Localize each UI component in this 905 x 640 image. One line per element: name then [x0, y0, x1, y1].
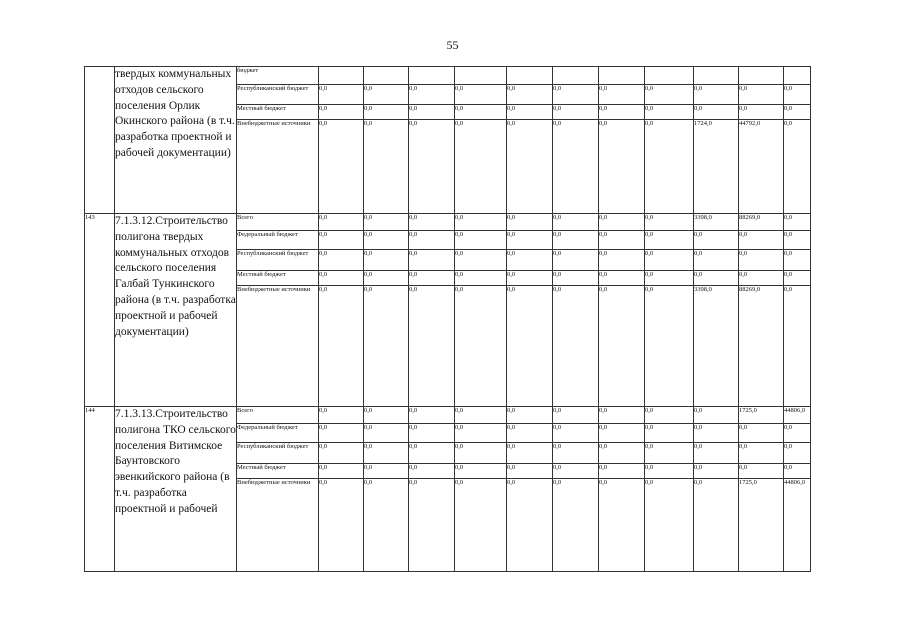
value-cell: 0,0 — [455, 105, 507, 120]
funding-source: Республиканский бюджет — [237, 85, 319, 105]
value-cell: 0,0 — [507, 105, 553, 120]
value-cell: 0,0 — [553, 271, 599, 286]
value-cell: 0,0 — [553, 85, 599, 105]
value-cell: 0,0 — [455, 407, 507, 424]
value-cell: 0,0 — [319, 407, 364, 424]
value-cell: 0,0 — [553, 443, 599, 464]
value-cell: 0,0 — [319, 85, 364, 105]
value-cell: 0,0 — [553, 286, 599, 407]
value-cell: 0,0 — [507, 250, 553, 271]
value-cell: 0,0 — [319, 424, 364, 443]
value-cell: 0,0 — [507, 231, 553, 250]
value-cell: 0,0 — [319, 271, 364, 286]
funding-source: Внебюджетные источники — [237, 120, 319, 214]
value-cell: 0,0 — [784, 271, 811, 286]
value-cell: 0,0 — [319, 464, 364, 479]
value-cell: 0,0 — [645, 443, 694, 464]
value-cell: 0,0 — [455, 424, 507, 443]
value-cell: 0,0 — [645, 271, 694, 286]
value-cell: 0,0 — [507, 85, 553, 105]
value-cell — [784, 67, 811, 85]
value-cell: 0,0 — [319, 443, 364, 464]
value-cell: 0,0 — [455, 214, 507, 231]
value-cell: 0,0 — [645, 286, 694, 407]
value-cell: 0,0 — [364, 424, 409, 443]
value-cell: 0,0 — [364, 214, 409, 231]
value-cell — [599, 67, 645, 85]
funding-source: Внебюджетные источники — [237, 286, 319, 407]
record-number: 144 — [85, 407, 115, 572]
value-cell: 1725,0 — [739, 407, 784, 424]
value-cell: 0,0 — [645, 464, 694, 479]
value-cell: 0,0 — [739, 231, 784, 250]
value-cell: 0,0 — [409, 286, 455, 407]
value-cell: 1724,0 — [694, 120, 739, 214]
value-cell: 44806,0 — [784, 407, 811, 424]
value-cell: 0,0 — [645, 85, 694, 105]
value-cell: 0,0 — [364, 250, 409, 271]
value-cell: 0,0 — [599, 424, 645, 443]
value-cell: 0,0 — [739, 424, 784, 443]
value-cell: 3398,0 — [694, 214, 739, 231]
value-cell: 0,0 — [507, 286, 553, 407]
value-cell: 0,0 — [645, 424, 694, 443]
value-cell: 0,0 — [409, 214, 455, 231]
value-cell: 88269,0 — [739, 286, 784, 407]
value-cell: 0,0 — [694, 424, 739, 443]
value-cell: 0,0 — [553, 424, 599, 443]
record-number — [85, 67, 115, 214]
funding-source: Всего — [237, 407, 319, 424]
value-cell: 0,0 — [455, 250, 507, 271]
funding-source: Республиканский бюджет — [237, 250, 319, 271]
value-cell: 0,0 — [599, 286, 645, 407]
value-cell: 0,0 — [364, 464, 409, 479]
value-cell: 0,0 — [739, 105, 784, 120]
value-cell: 0,0 — [784, 85, 811, 105]
funding-source: Местный бюджет — [237, 105, 319, 120]
table-body — [85, 67, 811, 572]
value-cell: 88269,0 — [739, 214, 784, 231]
value-cell: 0,0 — [507, 424, 553, 443]
value-cell: 0,0 — [319, 120, 364, 214]
value-cell: 0,0 — [319, 250, 364, 271]
value-cell: 44806,0 — [784, 479, 811, 572]
value-cell: 0,0 — [694, 250, 739, 271]
value-cell: 0,0 — [553, 214, 599, 231]
value-cell: 0,0 — [455, 120, 507, 214]
value-cell: 0,0 — [507, 443, 553, 464]
value-cell: 0,0 — [409, 85, 455, 105]
page-number: 55 — [446, 38, 459, 52]
value-cell: 3398,0 — [694, 286, 739, 407]
record-name: 7.1.3.12.Строительство полигона твердых коммунальных отходов сельского поселения Галбай Тункинского района (в т.ч. разработка проектной и рабочей документации) — [115, 214, 237, 407]
value-cell: 0,0 — [599, 407, 645, 424]
value-cell: 0,0 — [364, 85, 409, 105]
value-cell: 0,0 — [645, 105, 694, 120]
value-cell: 0,0 — [599, 120, 645, 214]
value-cell: 0,0 — [784, 105, 811, 120]
value-cell: 0,0 — [409, 479, 455, 572]
value-cell: 0,0 — [645, 214, 694, 231]
funding-source: Местный бюджет — [237, 464, 319, 479]
value-cell: 0,0 — [409, 231, 455, 250]
value-cell: 0,0 — [739, 464, 784, 479]
value-cell: 0,0 — [409, 250, 455, 271]
value-cell: 0,0 — [507, 271, 553, 286]
value-cell: 0,0 — [739, 443, 784, 464]
value-cell: 0,0 — [784, 250, 811, 271]
value-cell — [645, 67, 694, 85]
value-cell: 0,0 — [409, 443, 455, 464]
value-cell: 0,0 — [645, 250, 694, 271]
funding-source: Местный бюджет — [237, 271, 319, 286]
value-cell: 0,0 — [784, 214, 811, 231]
value-cell: 0,0 — [409, 120, 455, 214]
value-cell: 0,0 — [599, 85, 645, 105]
value-cell: 0,0 — [553, 407, 599, 424]
value-cell: 0,0 — [319, 286, 364, 407]
value-cell: 0,0 — [599, 464, 645, 479]
value-cell — [409, 67, 455, 85]
value-cell: 44792,0 — [739, 120, 784, 214]
record-number: 143 — [85, 214, 115, 407]
value-cell: 0,0 — [694, 231, 739, 250]
value-cell: 0,0 — [409, 105, 455, 120]
value-cell: 0,0 — [409, 464, 455, 479]
value-cell: 0,0 — [364, 271, 409, 286]
funding-source: Федеральный бюджет — [237, 424, 319, 443]
value-cell: 0,0 — [694, 407, 739, 424]
value-cell: 0,0 — [553, 464, 599, 479]
record-name: твердых коммунальных отходов сельского поселения Орлик Окинского района (в т.ч. разработка проектной и рабочей документации) — [115, 67, 237, 214]
value-cell: 0,0 — [694, 85, 739, 105]
value-cell: 0,0 — [599, 214, 645, 231]
value-cell — [739, 67, 784, 85]
value-cell: 0,0 — [364, 286, 409, 407]
value-cell: 0,0 — [553, 120, 599, 214]
value-cell: 0,0 — [507, 120, 553, 214]
value-cell: 0,0 — [739, 250, 784, 271]
value-cell: 0,0 — [455, 464, 507, 479]
value-cell: 0,0 — [319, 105, 364, 120]
value-cell: 0,0 — [455, 286, 507, 407]
funding-source: Федеральный бюджет — [237, 231, 319, 250]
value-cell — [507, 67, 553, 85]
value-cell: 0,0 — [507, 464, 553, 479]
value-cell: 0,0 — [739, 271, 784, 286]
funding-source: Внебюджетные источники — [237, 479, 319, 572]
value-cell: 0,0 — [455, 443, 507, 464]
funding-source: бюджет — [237, 67, 319, 85]
table-row — [85, 214, 811, 231]
value-cell: 0,0 — [694, 443, 739, 464]
value-cell: 0,0 — [507, 407, 553, 424]
value-cell: 0,0 — [645, 120, 694, 214]
value-cell: 0,0 — [553, 231, 599, 250]
value-cell: 0,0 — [507, 479, 553, 572]
value-cell — [319, 67, 364, 85]
value-cell: 0,0 — [694, 464, 739, 479]
value-cell: 0,0 — [599, 271, 645, 286]
value-cell: 0,0 — [364, 231, 409, 250]
budget-table — [84, 66, 811, 572]
value-cell: 0,0 — [455, 479, 507, 572]
value-cell: 0,0 — [553, 479, 599, 572]
funding-source: Республиканский бюджет — [237, 443, 319, 464]
value-cell: 0,0 — [599, 250, 645, 271]
value-cell: 0,0 — [319, 214, 364, 231]
value-cell: 0,0 — [645, 231, 694, 250]
value-cell — [455, 67, 507, 85]
value-cell: 0,0 — [364, 479, 409, 572]
value-cell: 0,0 — [694, 271, 739, 286]
value-cell: 0,0 — [694, 105, 739, 120]
value-cell: 0,0 — [599, 443, 645, 464]
value-cell: 0,0 — [739, 85, 784, 105]
value-cell: 0,0 — [455, 231, 507, 250]
value-cell: 0,0 — [455, 85, 507, 105]
value-cell: 0,0 — [319, 479, 364, 572]
value-cell — [553, 67, 599, 85]
value-cell: 0,0 — [364, 105, 409, 120]
value-cell: 0,0 — [784, 424, 811, 443]
table-row — [85, 407, 811, 424]
value-cell: 0,0 — [784, 443, 811, 464]
record-name: 7.1.3.13.Строительство полигона ТКО сельского поселения Витимское Баунтовского эвенкийского района (в т.ч. разработка проектной и рабочей — [115, 407, 237, 572]
value-cell: 0,0 — [645, 407, 694, 424]
value-cell: 0,0 — [645, 479, 694, 572]
value-cell — [694, 67, 739, 85]
value-cell: 0,0 — [553, 250, 599, 271]
funding-source: Всего — [237, 214, 319, 231]
value-cell: 0,0 — [364, 120, 409, 214]
value-cell: 0,0 — [364, 407, 409, 424]
value-cell: 0,0 — [319, 231, 364, 250]
value-cell: 0,0 — [784, 120, 811, 214]
value-cell: 0,0 — [455, 271, 507, 286]
value-cell: 0,0 — [409, 424, 455, 443]
value-cell: 0,0 — [409, 407, 455, 424]
table-row — [85, 67, 811, 85]
value-cell: 0,0 — [784, 464, 811, 479]
value-cell: 0,0 — [599, 105, 645, 120]
value-cell: 0,0 — [409, 271, 455, 286]
value-cell: 0,0 — [553, 105, 599, 120]
value-cell: 0,0 — [599, 479, 645, 572]
value-cell: 0,0 — [507, 214, 553, 231]
value-cell: 0,0 — [784, 231, 811, 250]
value-cell: 0,0 — [784, 286, 811, 407]
value-cell: 0,0 — [364, 443, 409, 464]
value-cell: 0,0 — [599, 231, 645, 250]
value-cell: 1725,0 — [739, 479, 784, 572]
value-cell: 0,0 — [694, 479, 739, 572]
value-cell — [364, 67, 409, 85]
